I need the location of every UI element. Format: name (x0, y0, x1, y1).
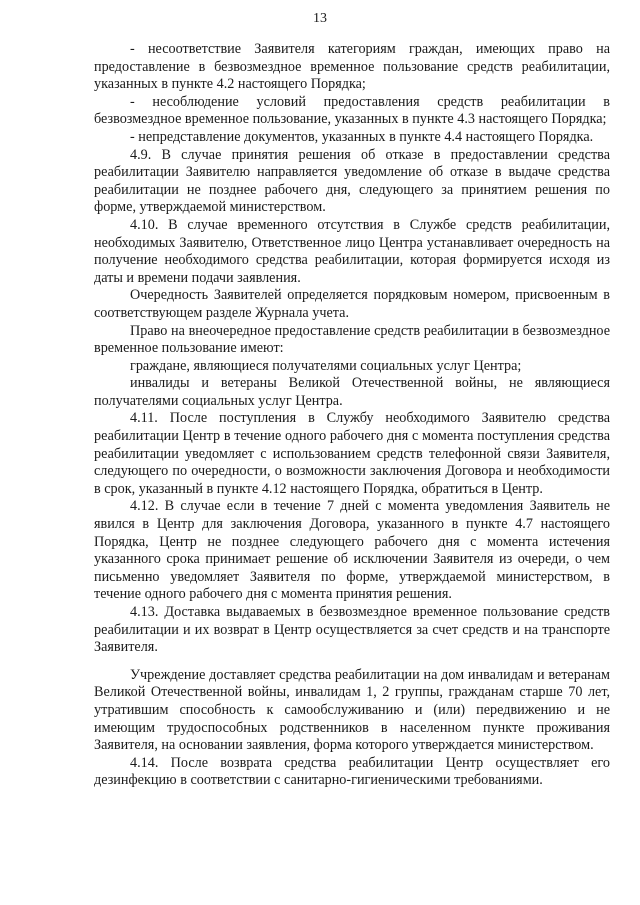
paragraph: 4.14. После возврата средства реабилитации Центр осуществляет его дезинфекцию в соответствии с санитарно-гигиеническими требованиями. (94, 754, 610, 789)
page-number: 13 (313, 11, 327, 26)
paragraph: 4.13. Доставка выдаваемых в безвозмездное временное пользование средств реабилитации и их возврат в Центр осуществляется за счет средств и на транспорте Заявителя. (94, 604, 610, 656)
document-body (94, 41, 610, 790)
paragraph: инвалиды и ветераны Великой Отечественной войны, не являющиеся получателями социальных услуг Центра. (94, 375, 610, 409)
paragraph: - несоответствие Заявителя категориям граждан, имеющих право на предоставление в безвозмездное временное пользование средств реабилитации, указанных в пункте 4.2 настоящего Порядка; (94, 41, 610, 93)
paragraph: Учреждение доставляет средства реабилитации на дом инвалидам и ветеранам Великой Отечественной войны, инвалидам 1, 2 группы, гражданам старше 70 лет, утратившим способность к самообслуживанию и (или) передвижению и не имеющим трудоспособных родственников в населенном пункте проживания Заявителя, на основании заявления, форма которого утверждается министерством. (94, 666, 610, 754)
paragraph: - непредставление документов, указанных в пункте 4.4 настоящего Порядка. (130, 128, 594, 145)
paragraph: 4.11. После поступления в Службу необходимого Заявителю средства реабилитации Центр в течение одного рабочего дня с момента поступления средства реабилитации уведомляет с использованием средств телефонной связи Заявителя, следующего по очередности, о возможности заключения Договора и необходимости в срок, указанный в пункте 4.12 настоящего Порядка, обратиться в Центр. (94, 410, 610, 497)
paragraph: 4.10. В случае временного отсутствия в Службе средств реабилитации, необходимых Заявителю, Ответственное лицо Центра устанавливает очередность на получение необходимого средства реабилитации, которая формируется исходя из даты и времени подачи заявления. (94, 216, 610, 286)
paragraph: 4.9. В случае принятия решения об отказе в предоставлении средства реабилитации Заявителю направляется уведомление об отказе в выдаче средства реабилитации не позднее рабочего дня, следующего за принятием решения по форме, утверждаемой министерством. (94, 146, 610, 216)
paragraph: - несоблюдение условий предоставления средств реабилитации в безвозмездное временное пользование, указанных в пункте 4.3 настоящего Порядка; (94, 93, 610, 128)
paragraph: 4.12. В случае если в течение 7 дней с момента уведомления Заявитель не явился в Центр для заключения Договора, указанного в пункте 4.7 настоящего Порядка, Центр не позднее следующего рабочего дня с момента истечения указанного срока принимает решение об исключении Заявителя из очереди, о чем письменно уведомляет Заявителя по форме, утверждаемой министерством, в течение одного рабочего дня с момента принятия решения. (94, 498, 610, 603)
paragraph: граждане, являющиеся получателями социальных услуг Центра; (130, 357, 522, 374)
paragraph: Право на внеочередное предоставление средств реабилитации в безвозмездное временное пользование имеют: (94, 322, 610, 357)
paragraph: Очередность Заявителей определяется порядковым номером, присвоенным в соответствующем разделе Журнала учета. (94, 287, 610, 321)
